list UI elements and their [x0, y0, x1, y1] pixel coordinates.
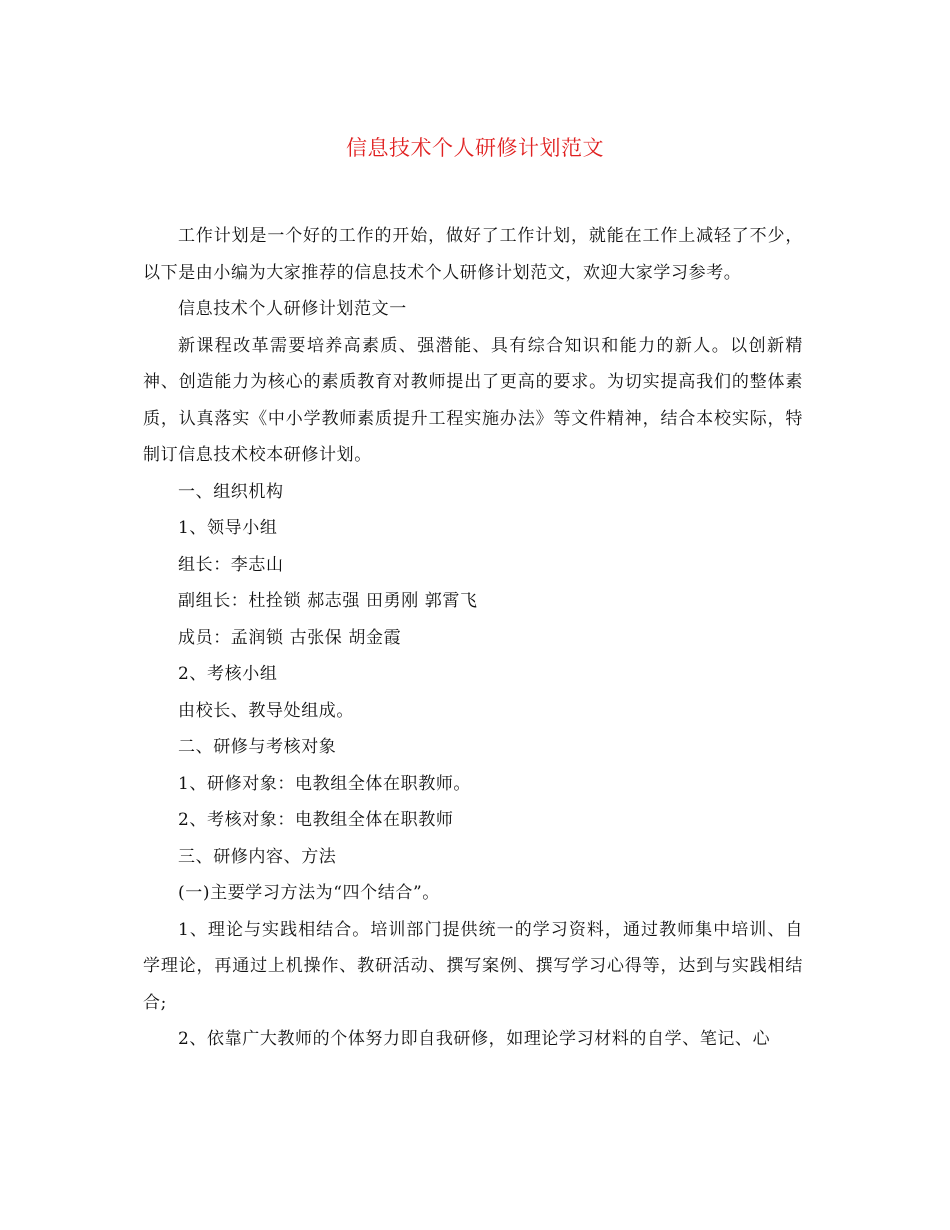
paragraph-study-target: 1、研修对象：电教组全体在职教师。	[178, 773, 472, 794]
heading-content-methods: 三、研修内容、方法	[178, 846, 337, 867]
document-title: 信息技术个人研修计划范文	[346, 136, 604, 160]
document-body	[143, 218, 803, 1058]
paragraph-background: 新课程改革需要培养高素质、强潜能、具有综合知识和能力的新人。以创新精神、创造能力为核心的素质教育对教师提出了更高的要求。为切实提高我们的整体素质，认真落实《中小学教师素质提升工程实施办法》等文件精神，结合本校实际，特制订信息技术校本研修计划。	[143, 335, 803, 465]
paragraph-assessment-target: 2、考核对象：电教组全体在职教师	[178, 810, 454, 830]
heading-assessment-group: 2、考核小组	[178, 664, 278, 684]
paragraph-self-study: 2、依靠广大教师的个体努力即自我研修，如理论学习材料的自学、笔记、心	[178, 1029, 771, 1049]
heading-targets: 二、研修与考核对象	[178, 737, 337, 757]
paragraph-assessment-group: 由校长、教导处组成。	[178, 700, 354, 721]
paragraph-four-combinations: (一)主要学习方法为“四个结合”。	[178, 883, 440, 903]
heading-organization: 一、组织机构	[178, 481, 284, 502]
paragraph-intro: 工作计划是一个好的工作的开始，做好了工作计划，就能在工作上减轻了不少，以下是由小编为大家推荐的信息技术个人研修计划范文，欢迎大家学习参考。	[143, 226, 803, 283]
paragraph-theory-practice: 1、理论与实践相结合。培训部门提供统一的学习资料，通过教师集中培训、自学理论，再通过上机操作、教研活动、撰写案例、撰写学习心得等，达到与实践相结合;	[143, 919, 803, 1013]
paragraph-leader: 组长：李志山	[178, 554, 284, 575]
paragraph-subtitle: 信息技术个人研修计划范文一	[178, 299, 407, 319]
paragraph-deputy-leaders: 副组长：杜拴锁 郝志强 田勇刚 郭霄飞	[178, 591, 478, 611]
paragraph-members: 成员：孟润锁 古张保 胡金霞	[178, 627, 402, 648]
heading-leadership-group: 1、领导小组	[178, 518, 278, 538]
